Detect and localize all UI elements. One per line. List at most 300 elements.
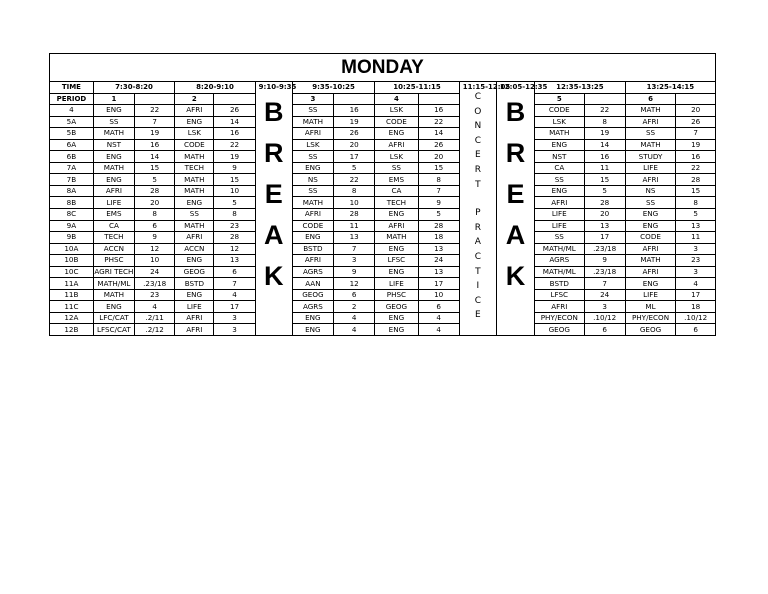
period-4: 4 xyxy=(375,93,418,105)
break2-letter: A xyxy=(505,220,526,250)
subject-cell: ENG xyxy=(535,139,584,151)
subject-cell: AFRI xyxy=(535,197,584,209)
subject-cell: LIFE xyxy=(535,220,584,232)
room-cell: 15 xyxy=(214,174,255,186)
concert-letter: C xyxy=(474,295,481,306)
subject-cell: TECH xyxy=(375,197,418,209)
grade-cell: 12B xyxy=(64,324,79,334)
room-cell: 24 xyxy=(418,255,459,267)
concert-time: 11:15-12:05 xyxy=(462,83,511,91)
room-cell: 9 xyxy=(584,255,625,267)
room-cell: 22 xyxy=(584,105,625,117)
subject-cell: CODE xyxy=(375,116,418,128)
subject-cell: GEOG xyxy=(375,301,418,313)
room-cell: 28 xyxy=(135,185,175,197)
subject-cell: ENG xyxy=(175,197,214,209)
subject-cell: GEOG xyxy=(175,266,214,278)
subject-cell: ENG xyxy=(535,185,584,197)
room-cell: 13 xyxy=(418,266,459,278)
table-row xyxy=(50,278,715,290)
slot1-time: 7:30-8:20 xyxy=(93,82,174,93)
subject-cell: AFRI xyxy=(625,174,676,186)
subject-cell: AGRS xyxy=(292,301,333,313)
table-row xyxy=(50,324,715,335)
subject-cell: ENG xyxy=(375,312,418,324)
room-cell: 3 xyxy=(214,312,255,324)
subject-cell: AAN xyxy=(292,278,333,290)
concert-letters xyxy=(460,93,496,326)
subject-cell: MATH xyxy=(93,289,134,301)
break1-letter: B xyxy=(263,97,284,127)
room-cell: 6 xyxy=(584,324,625,335)
room-cell: 22 xyxy=(135,105,175,117)
period-3-room xyxy=(334,93,375,105)
room-cell: 8 xyxy=(676,197,715,209)
subject-cell: LFSC xyxy=(535,289,584,301)
room-cell: 26 xyxy=(334,128,375,140)
subject-cell: MATH/ML xyxy=(535,243,584,255)
subject-cell: SS xyxy=(375,162,418,174)
room-cell: 4 xyxy=(334,324,375,335)
subject-cell: GEOG xyxy=(292,289,333,301)
grade-cell: 6A xyxy=(50,139,93,151)
period-2: 2 xyxy=(175,93,214,105)
room-cell: 13 xyxy=(676,220,715,232)
subject-cell: LIFE xyxy=(625,289,676,301)
subject-cell: ENG xyxy=(93,105,134,117)
room-cell: 20 xyxy=(334,139,375,151)
subject-cell: CODE xyxy=(535,105,584,117)
grade-cell: 5B xyxy=(50,128,93,140)
break2-letter: R xyxy=(505,138,526,168)
subject-cell: MATH xyxy=(93,162,134,174)
room-cell: 8 xyxy=(418,174,459,186)
break1-letters xyxy=(256,93,292,304)
room-cell: 13 xyxy=(418,243,459,255)
room-cell: 17 xyxy=(676,289,715,301)
subject-cell: AFRI xyxy=(292,255,333,267)
room-cell: 6 xyxy=(135,220,175,232)
subject-cell: MATH xyxy=(625,139,676,151)
subject-cell: ENG xyxy=(375,243,418,255)
grade-cell: 8A xyxy=(50,185,93,197)
room-cell: 18 xyxy=(418,232,459,244)
subject-cell: MATH/ML xyxy=(535,266,584,278)
subject-cell: ENG xyxy=(175,289,214,301)
room-cell: 11 xyxy=(676,232,715,244)
room-cell: 22 xyxy=(418,116,459,128)
subject-cell: SS xyxy=(535,174,584,186)
concert-letter: T xyxy=(475,266,481,277)
room-cell: 7 xyxy=(135,116,175,128)
subject-cell: LFC/CAT xyxy=(93,312,134,324)
subject-cell: SS xyxy=(625,128,676,140)
period-1: 1 xyxy=(93,93,134,105)
table-row xyxy=(50,162,715,174)
concert-letter: I xyxy=(476,281,480,292)
room-cell: 9 xyxy=(418,197,459,209)
subject-cell: AFRI xyxy=(175,232,214,244)
subject-cell: LSK xyxy=(375,151,418,163)
subject-cell: AFRI xyxy=(375,139,418,151)
period-header-row xyxy=(50,93,715,105)
concert-letter: T xyxy=(475,179,481,190)
grade-cell: 11C xyxy=(50,301,93,313)
subject-cell: MATH xyxy=(175,174,214,186)
subject-cell: PHY/ECON xyxy=(625,312,676,324)
break2-letter: B xyxy=(505,97,526,127)
grade-cell: 10A xyxy=(50,243,93,255)
room-cell: 5 xyxy=(676,209,715,221)
room-cell: 5 xyxy=(584,185,625,197)
room-cell: 13 xyxy=(214,255,255,267)
subject-cell: CODE xyxy=(625,232,676,244)
table-row xyxy=(50,312,715,324)
room-cell: .23/18 xyxy=(584,243,625,255)
subject-cell: SS xyxy=(625,197,676,209)
subject-cell: NS xyxy=(292,174,333,186)
subject-cell: LSK xyxy=(292,139,333,151)
room-cell: 6 xyxy=(676,324,715,335)
room-cell: 16 xyxy=(334,105,375,117)
page-title: MONDAY xyxy=(50,54,715,82)
room-cell: 16 xyxy=(214,128,255,140)
subject-cell: NS xyxy=(625,185,676,197)
timetable xyxy=(50,82,715,335)
subject-cell: ENG xyxy=(375,128,418,140)
subject-cell: NST xyxy=(93,139,134,151)
subject-cell: ENG xyxy=(292,312,333,324)
subject-cell: EMS xyxy=(375,174,418,186)
table-row xyxy=(50,220,715,232)
period-2-room xyxy=(214,93,255,105)
room-cell: 17 xyxy=(334,151,375,163)
subject-cell: ENG xyxy=(93,301,134,313)
room-cell: 4 xyxy=(334,312,375,324)
room-cell: 12 xyxy=(135,243,175,255)
room-cell: 20 xyxy=(418,151,459,163)
room-cell: 17 xyxy=(214,301,255,313)
subject-cell: TECH xyxy=(175,162,214,174)
room-cell: 20 xyxy=(135,197,175,209)
subject-cell: SS xyxy=(292,105,333,117)
break2-letter: E xyxy=(506,179,525,209)
subject-cell: AFRI xyxy=(93,185,134,197)
table-row xyxy=(50,174,715,186)
room-cell: 5 xyxy=(334,162,375,174)
room-cell: 9 xyxy=(214,162,255,174)
room-cell: 15 xyxy=(418,162,459,174)
room-cell: 4 xyxy=(418,312,459,324)
room-cell: 3 xyxy=(584,301,625,313)
subject-cell: ENG xyxy=(625,278,676,290)
room-cell: 18 xyxy=(676,301,715,313)
room-cell: 16 xyxy=(584,151,625,163)
subject-cell: NST xyxy=(535,151,584,163)
room-cell: 26 xyxy=(214,105,255,117)
room-cell: 4 xyxy=(418,324,459,335)
subject-cell: MATH xyxy=(292,197,333,209)
subject-cell: ENG xyxy=(375,209,418,221)
room-cell: 16 xyxy=(418,105,459,117)
room-cell: 26 xyxy=(418,139,459,151)
table-row xyxy=(50,197,715,209)
break2-letters xyxy=(497,93,534,304)
table-row xyxy=(50,243,715,255)
concert-letter: C xyxy=(474,92,481,102)
subject-cell: ENG xyxy=(375,324,418,335)
concert-letter: P xyxy=(475,208,481,219)
room-cell: 6 xyxy=(214,266,255,278)
period-6-room xyxy=(676,93,715,105)
period-1-room xyxy=(135,93,175,105)
room-cell: 22 xyxy=(676,162,715,174)
room-cell: .10/12 xyxy=(676,312,715,324)
subject-cell: AFRI xyxy=(175,324,214,335)
slot4-time: 10:25-11:15 xyxy=(375,82,460,93)
subject-cell: SS xyxy=(175,209,214,221)
subject-cell: PHSC xyxy=(375,289,418,301)
subject-cell: AFRI xyxy=(175,312,214,324)
grade-cell: 4 xyxy=(50,105,93,117)
subject-cell: MATH xyxy=(535,128,584,140)
grade-cell: 10C xyxy=(50,266,93,278)
subject-cell: ENG xyxy=(93,151,134,163)
subject-cell: MATH xyxy=(625,255,676,267)
room-cell: 10 xyxy=(334,197,375,209)
room-cell: 13 xyxy=(334,232,375,244)
slot2-time: 8:20-9:10 xyxy=(175,82,255,93)
room-cell: 3 xyxy=(214,324,255,335)
room-cell: 8 xyxy=(584,116,625,128)
subject-cell: AFRI xyxy=(292,209,333,221)
concert-letter: N xyxy=(474,121,482,132)
table-row xyxy=(50,116,715,128)
room-cell: 7 xyxy=(214,278,255,290)
room-cell: 10 xyxy=(418,289,459,301)
room-cell: 8 xyxy=(214,209,255,221)
room-cell: 14 xyxy=(418,128,459,140)
subject-cell: LSK xyxy=(175,128,214,140)
subject-cell: MATH xyxy=(175,185,214,197)
subject-cell: ENG xyxy=(93,174,134,186)
break2-letter: K xyxy=(505,261,526,291)
table-row xyxy=(50,232,715,244)
subject-cell: SS xyxy=(535,232,584,244)
subject-cell: ENG xyxy=(175,255,214,267)
grade-cell: 5A xyxy=(50,116,93,128)
concert-letter: A xyxy=(474,237,481,248)
room-cell: 19 xyxy=(584,128,625,140)
subject-cell: AGRI TECH xyxy=(94,267,134,277)
room-cell: 26 xyxy=(676,116,715,128)
grade-cell: 12A xyxy=(50,312,93,324)
subject-cell: MATH xyxy=(375,232,418,244)
room-cell: 22 xyxy=(334,174,375,186)
time-label: TIME xyxy=(50,82,93,93)
room-cell: 8 xyxy=(135,209,175,221)
concert-letter: E xyxy=(475,310,481,321)
table-row xyxy=(50,185,715,197)
subject-cell: AFRI xyxy=(292,128,333,140)
table-row xyxy=(50,301,715,313)
table-row xyxy=(50,105,715,117)
subject-cell: AFRI xyxy=(175,105,214,117)
room-cell: 28 xyxy=(334,209,375,221)
room-cell: 23 xyxy=(135,289,175,301)
room-cell: 19 xyxy=(676,139,715,151)
room-cell: 22 xyxy=(214,139,255,151)
subject-cell: MATH/ML xyxy=(93,278,134,290)
room-cell: 24 xyxy=(135,266,175,278)
period-3: 3 xyxy=(292,93,333,105)
room-cell: 14 xyxy=(584,139,625,151)
subject-cell: AFRI xyxy=(625,116,676,128)
subject-cell: MATH xyxy=(625,105,676,117)
room-cell: 28 xyxy=(214,232,255,244)
room-cell: .23/18 xyxy=(584,266,625,278)
grade-cell: 6B xyxy=(50,151,93,163)
break2-time: 12:05-12:35 xyxy=(499,83,548,91)
subject-cell: ML xyxy=(625,301,676,313)
table-row xyxy=(50,289,715,301)
room-cell: 12 xyxy=(334,278,375,290)
room-cell: 7 xyxy=(334,243,375,255)
subject-cell: ENG xyxy=(292,324,333,335)
table-row xyxy=(50,255,715,267)
period-6: 6 xyxy=(625,93,676,105)
subject-cell: GEOG xyxy=(535,324,584,335)
room-cell: 7 xyxy=(676,128,715,140)
subject-cell: AFRI xyxy=(625,243,676,255)
subject-cell: MATH xyxy=(175,220,214,232)
subject-cell: SS xyxy=(292,185,333,197)
room-cell: 28 xyxy=(418,220,459,232)
concert-letter: R xyxy=(474,164,481,175)
room-cell: 2 xyxy=(334,301,375,313)
subject-cell: LSK xyxy=(535,116,584,128)
room-cell: 3 xyxy=(676,243,715,255)
timetable-sheet xyxy=(49,53,716,336)
room-cell: 23 xyxy=(214,220,255,232)
subject-cell: STUDY xyxy=(625,151,676,163)
subject-cell: BSTD xyxy=(535,278,584,290)
room-cell: 9 xyxy=(135,232,175,244)
room-cell: 5 xyxy=(418,209,459,221)
room-cell: 6 xyxy=(418,301,459,313)
time-header-row xyxy=(50,82,715,93)
subject-cell: MATH xyxy=(292,116,333,128)
room-cell: 11 xyxy=(584,162,625,174)
period-5-room xyxy=(584,93,625,105)
grade-cell: 8C xyxy=(50,209,93,221)
room-cell: 15 xyxy=(135,162,175,174)
slot5-time: 12:35-13:25 xyxy=(535,82,626,93)
room-cell: 4 xyxy=(676,278,715,290)
room-cell: 28 xyxy=(676,174,715,186)
subject-cell: MATH xyxy=(93,128,134,140)
grade-cell: 9B xyxy=(50,232,93,244)
room-cell: 19 xyxy=(135,128,175,140)
subject-cell: CA xyxy=(535,162,584,174)
subject-cell: LIFE xyxy=(535,209,584,221)
room-cell: 11 xyxy=(334,220,375,232)
break1-letter: K xyxy=(263,261,284,291)
room-cell: 7 xyxy=(418,185,459,197)
break2-column xyxy=(496,82,548,335)
grade-cell: 9A xyxy=(50,220,93,232)
table-row xyxy=(50,151,715,163)
subject-cell: LFSC/CAT xyxy=(93,324,134,335)
grade-cell: 8B xyxy=(50,197,93,209)
room-cell: 9 xyxy=(334,266,375,278)
subject-cell: PHSC xyxy=(93,255,134,267)
subject-cell: CA xyxy=(375,185,418,197)
grade-cell: 7A xyxy=(50,162,93,174)
subject-cell: LFSC xyxy=(375,255,418,267)
subject-cell: ACCN xyxy=(93,243,134,255)
period-label: PERIOD xyxy=(50,93,93,105)
room-cell: 20 xyxy=(676,105,715,117)
break1-time: 9:10-9:35 xyxy=(258,83,297,91)
room-cell: .23/18 xyxy=(135,278,175,290)
subject-cell: LIFE xyxy=(93,197,134,209)
room-cell: .2/11 xyxy=(135,312,175,324)
subject-cell: LIFE xyxy=(175,301,214,313)
subject-cell: AGRS xyxy=(292,266,333,278)
room-cell: 12 xyxy=(214,243,255,255)
break1-letter: E xyxy=(264,179,283,209)
room-cell: 17 xyxy=(418,278,459,290)
subject-cell: ENG xyxy=(375,266,418,278)
subject-cell: ENG xyxy=(292,232,333,244)
subject-cell: SS xyxy=(292,151,333,163)
concert-column xyxy=(459,82,511,335)
room-cell: 7 xyxy=(584,278,625,290)
subject-cell: BSTD xyxy=(175,278,214,290)
room-cell: 8 xyxy=(334,185,375,197)
subject-cell: CODE xyxy=(292,220,333,232)
table-row xyxy=(50,209,715,221)
subject-cell: ENG xyxy=(292,162,333,174)
subject-cell: SS xyxy=(93,116,134,128)
room-cell: 23 xyxy=(676,255,715,267)
subject-cell: ACCN xyxy=(175,243,214,255)
room-cell: 28 xyxy=(584,197,625,209)
room-cell: 4 xyxy=(135,301,175,313)
subject-cell: LIFE xyxy=(375,278,418,290)
slot6-time: 13:25-14:15 xyxy=(625,82,715,93)
room-cell: 10 xyxy=(135,255,175,267)
subject-cell: CA xyxy=(93,220,134,232)
room-cell: .10/12 xyxy=(584,312,625,324)
subject-cell: AFRI xyxy=(375,220,418,232)
table-row xyxy=(50,128,715,140)
break1-letter: A xyxy=(263,220,284,250)
subject-cell: TECH xyxy=(93,232,134,244)
break1-letter: R xyxy=(263,138,284,168)
room-cell: 10 xyxy=(214,185,255,197)
break1-column xyxy=(255,82,297,335)
room-cell: 5 xyxy=(135,174,175,186)
table-row xyxy=(50,266,715,278)
room-cell: 15 xyxy=(676,185,715,197)
room-cell: 3 xyxy=(676,266,715,278)
subject-cell: EMS xyxy=(93,209,134,221)
room-cell: 17 xyxy=(584,232,625,244)
subject-cell: ENG xyxy=(175,116,214,128)
subject-cell: AFRI xyxy=(535,301,584,313)
